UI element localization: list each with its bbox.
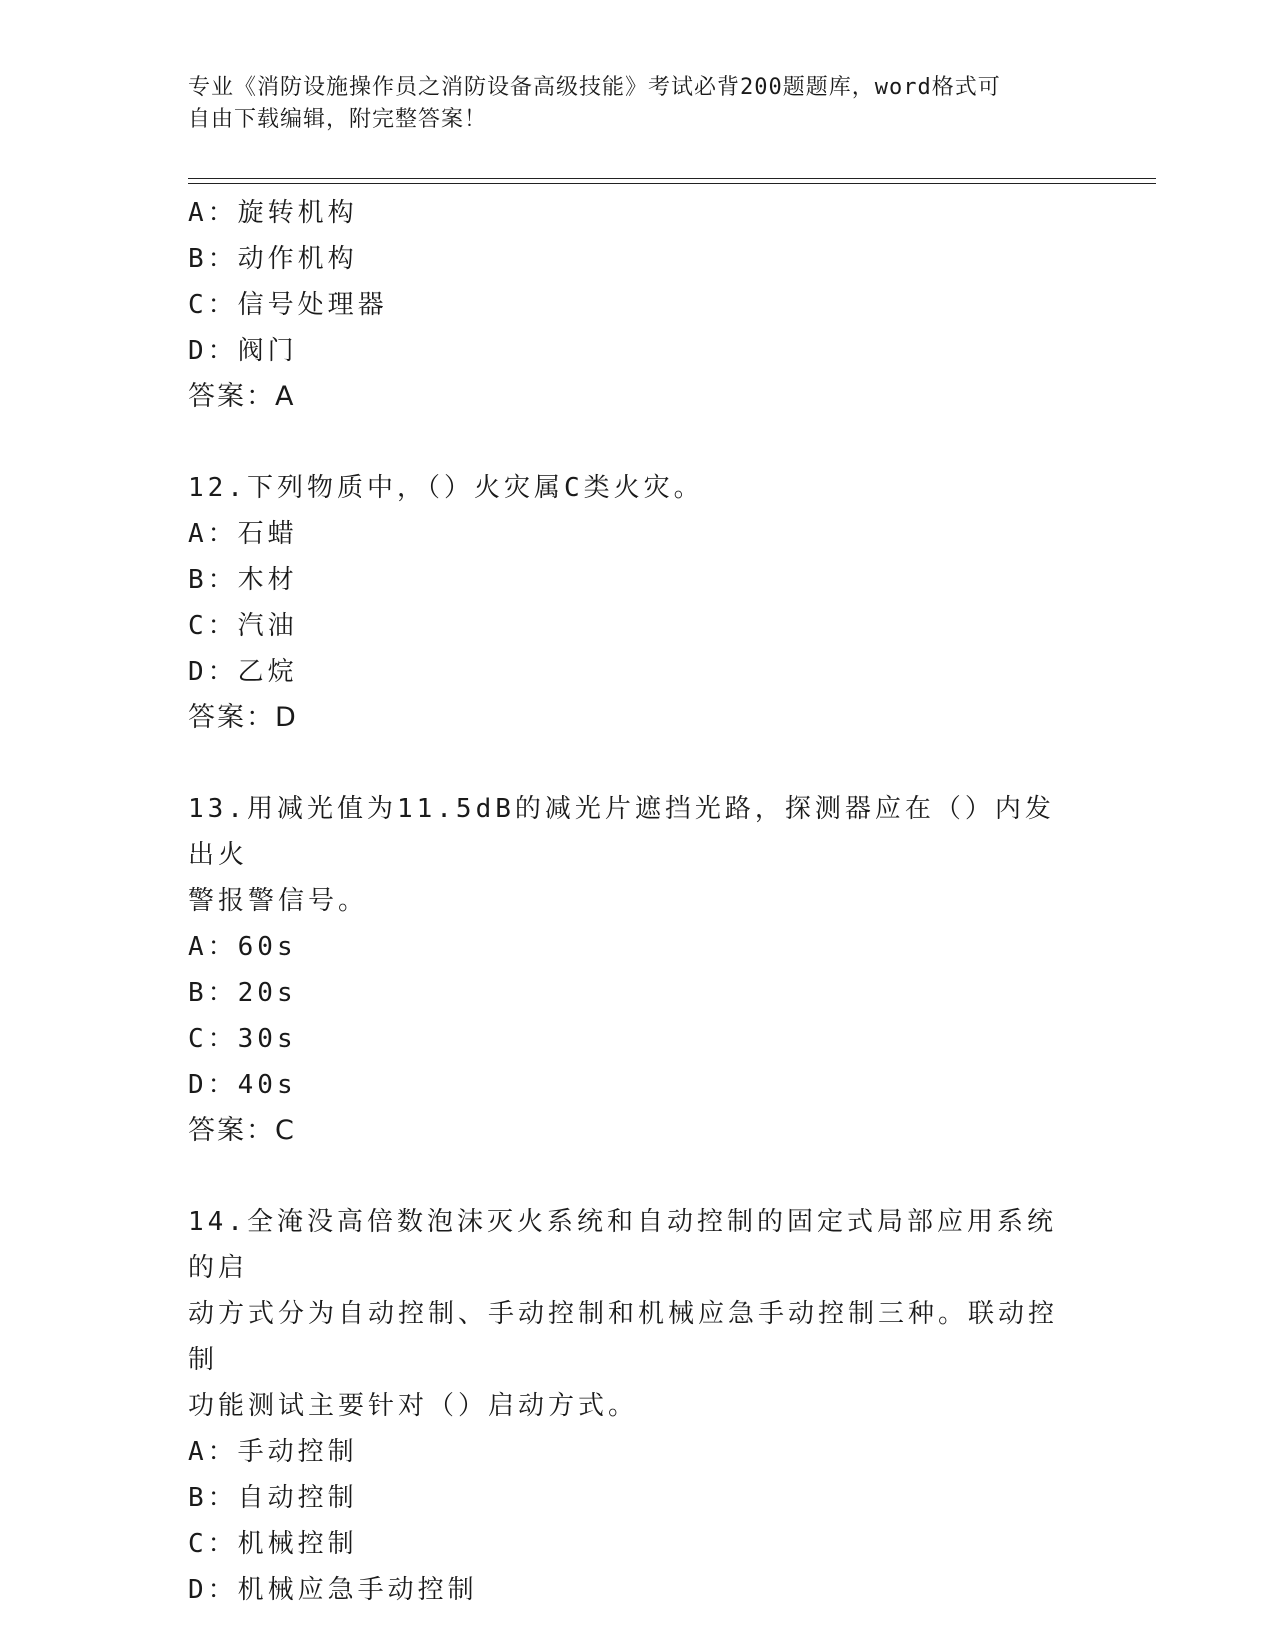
- answer: 答案：D: [188, 702, 298, 733]
- question-text-line-2: 动方式分为自动控制、手动控制和机械应急手动控制三种。联动控制: [188, 1299, 1059, 1375]
- question-block-11: [188, 190, 1088, 420]
- question-text-line-2: 警报警信号。: [188, 886, 369, 916]
- option-b: B：自动控制: [188, 1483, 358, 1513]
- option-d: D：机械应急手动控制: [188, 1575, 478, 1605]
- question-text-line-3: 功能测试主要针对（）启动方式。: [188, 1391, 639, 1421]
- option-b: B：20s: [188, 978, 297, 1008]
- option-a: A：60s: [188, 932, 297, 962]
- answer: 答案：A: [188, 381, 296, 412]
- question-text-line-1: 14.全淹没高倍数泡沫灭火系统和自动控制的固定式局部应用系统的启: [188, 1207, 1057, 1283]
- option-c: C：汽油: [188, 611, 298, 641]
- document-header: [188, 72, 1068, 136]
- option-d: D：乙烷: [188, 657, 298, 687]
- header-line-2: 自由下载编辑，附完整答案！: [188, 107, 488, 132]
- question-list: [188, 190, 1088, 1613]
- header-line-1: 专业《消防设施操作员之消防设备高级技能》考试必背200题题库，word格式可: [188, 75, 1001, 100]
- option-c: C：30s: [188, 1024, 297, 1054]
- question-block-14: [188, 1199, 1088, 1613]
- question-block-12: [188, 465, 1088, 741]
- header-rule-top: [188, 178, 1156, 179]
- question-text: 12.下列物质中，（）火灾属C类火灾。: [188, 473, 704, 503]
- option-a: A：手动控制: [188, 1437, 358, 1467]
- question-text-line-1: 13.用减光值为11.5dB的减光片遮挡光路，探测器应在（）内发出火: [188, 794, 1055, 870]
- option-c: C：信号处理器: [188, 290, 388, 320]
- option-d: D：阀门: [188, 336, 298, 366]
- option-a: A：石蜡: [188, 519, 298, 549]
- option-a: A：旋转机构: [188, 198, 358, 228]
- answer: 答案：C: [188, 1115, 296, 1146]
- header-rule-bottom: [188, 183, 1156, 184]
- option-b: B：木材: [188, 565, 298, 595]
- option-c: C：机械控制: [188, 1529, 358, 1559]
- question-block-13: [188, 786, 1088, 1154]
- option-b: B：动作机构: [188, 244, 358, 274]
- option-d: D：40s: [188, 1070, 297, 1100]
